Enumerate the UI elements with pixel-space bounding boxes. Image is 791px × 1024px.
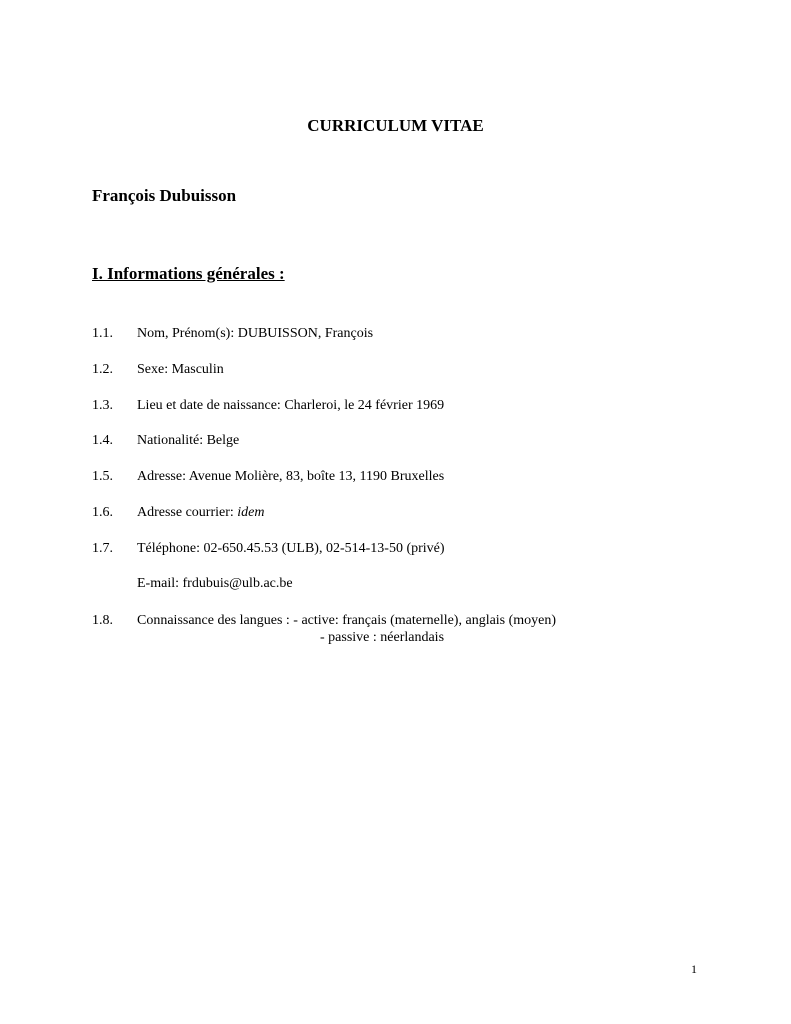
item-number: 1.1.: [92, 326, 113, 341]
item-label: Nom, Prénom(s):: [137, 326, 238, 341]
item-text: [137, 397, 444, 414]
item-label: Sexe:: [137, 362, 172, 377]
item-number: 1.8.: [92, 613, 113, 628]
item-value: DUBUISSON, François: [237, 326, 374, 341]
item-value: Masculin: [171, 362, 224, 377]
item-value: Avenue Molière, 83, boîte 13, 1190 Bruxelles: [188, 469, 445, 484]
item-text: [137, 325, 373, 342]
item-subvalue: - passive : néerlandais: [320, 630, 445, 645]
page-number: 1: [691, 962, 697, 976]
item-number: 1.6.: [92, 505, 113, 520]
info-item-languages: [92, 612, 712, 646]
item-value: Belge: [206, 433, 240, 448]
item-label: Lieu et date de naissance:: [137, 398, 285, 413]
item-text: [137, 432, 239, 449]
item-text: [137, 468, 444, 485]
item-label: Adresse courrier:: [137, 505, 238, 520]
item-number: 1.3.: [92, 398, 113, 413]
item-text: [137, 540, 445, 557]
item-number: 1.4.: [92, 433, 113, 448]
item-value: Charleroi, le 24 février 1969: [284, 398, 445, 413]
item-number: 1.5.: [92, 469, 113, 484]
item-value: - active: français (maternelle), anglais (moyen): [293, 613, 557, 628]
item-number: 1.2.: [92, 362, 113, 377]
item-text: [137, 575, 293, 592]
document-title: CURRICULUM VITAE: [307, 116, 484, 135]
item-text: [137, 504, 265, 521]
email-link[interactable]: frdubuis@ulb.ac.be: [182, 576, 293, 591]
item-text: [137, 361, 224, 378]
item-label: Adresse:: [137, 469, 189, 484]
item-label: Nationalité:: [137, 433, 207, 448]
item-text: [137, 612, 556, 629]
item-label: E-mail:: [137, 576, 183, 591]
section-heading-general-info: I. Informations générales :: [92, 264, 285, 283]
item-value: 02-650.45.53 (ULB), 02-514-13-50 (privé): [203, 541, 445, 556]
item-number: 1.7.: [92, 541, 113, 556]
item-value: idem: [237, 505, 265, 520]
item-label: Connaissance des langues :: [137, 613, 294, 628]
author-name: François Dubuisson: [92, 186, 237, 205]
item-label: Téléphone:: [137, 541, 204, 556]
